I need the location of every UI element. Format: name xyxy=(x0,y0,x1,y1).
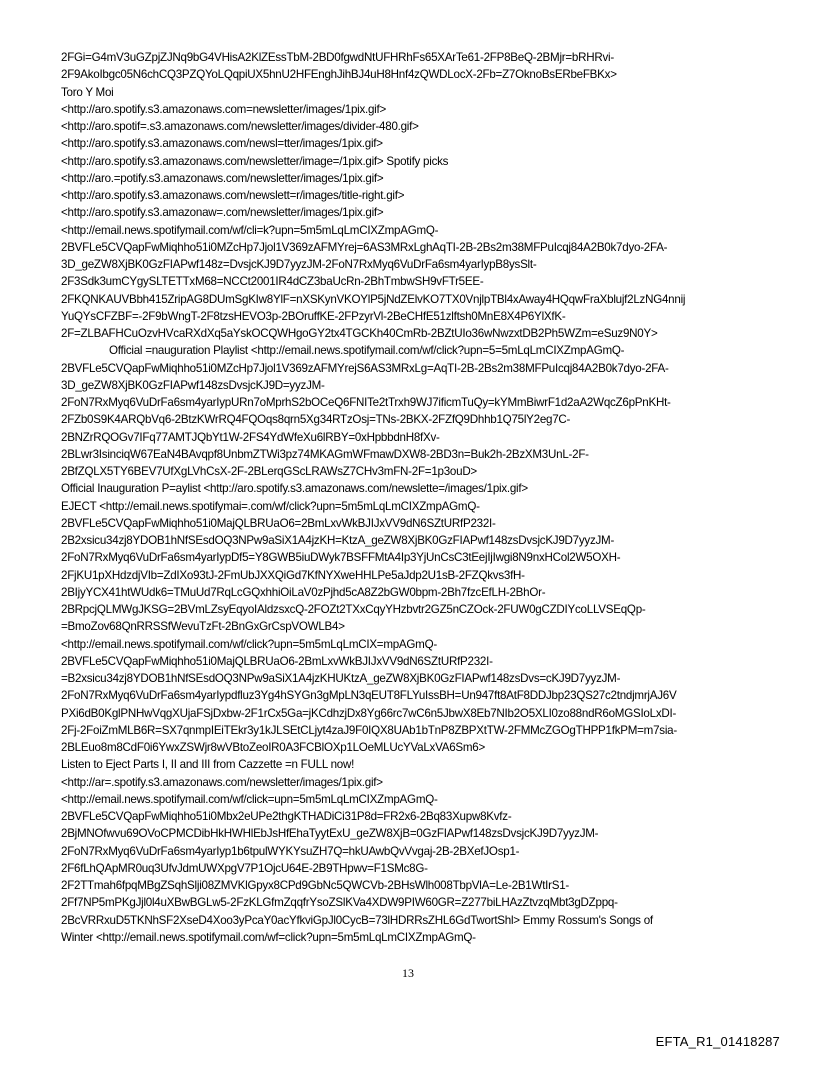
text-line: 2Fj-2FoiZmMLB6R=SX7qnmpIEiTEkr3y1kJLSEtCLjyt4zaJ9F0IQX8UAb1bTnP8ZBPXtTW-2FMMcZGOgTHPP1fkPM=m7sia- xyxy=(61,723,677,737)
text-line: <http://ar=.spotify.s3.amazonaws.com/newsletter/images/1pix.gif> xyxy=(61,775,383,789)
text-line: 3D_geZW8XjBK0GzFIAPwf148zsDvsjcKJ9D=yyzJM- xyxy=(61,378,325,392)
bates-number: EFTA_R1_01418287 xyxy=(655,1034,780,1049)
text-line: Winter <http://email.news.spotifymail.com/wf=click?upn=5m5mLqLmCIXZmpAGmQ- xyxy=(61,930,476,944)
text-line: 2BVFLe5CVQapFwMiqhho51i0Mbx2eUPe2thgKTHADiCi31P8d=FR2x6-2Bq83Xupw8Kvfz- xyxy=(61,810,512,823)
text-line: PXi6dB0KglPNHwVqgXUjaFSjDxbw-2F1rCx5Ga=jKCdhzjDx8Yg66rc7wC6n5JbwX8Eb7NIb2O5XLI0zo88ndR6oMGSIoLxDI- xyxy=(61,706,677,720)
text-line: 2BjMNOfwvu69OVoCPMCDibHkHWHlEbJsHfEhaTyytExU_geZW8XjB=0GzFIAPwf148zsDvsjcKJ9D7yyzJM- xyxy=(61,827,599,841)
email-body-text xyxy=(61,49,766,946)
text-line: 2FKQNKAUVBbh415ZripAG8DUmSgKIw8YlF=nXSKynVKOYlP5jNdZElvKO7TX0VnjlpTBl4xAway4HQqwFraXblujf2LzNG4nnij xyxy=(61,292,686,306)
text-line: 2BNZrRQOGv7IFq77AMTJQbYt1W-2FS4YdWfeXu6lRBY=0xHpbbdnH8fXv- xyxy=(61,430,440,444)
text-line: 2BfZQLX5TY6BEV7UfXgLVhCsX-2F-2BLerqGScLRAWsZ7CHv3mFN-2F=1p3ouD> xyxy=(61,465,477,478)
text-line: <http://aro.spotify.s3.amazonaw=.com/newsletter/images/1pix.gif> xyxy=(61,206,384,220)
text-line: 2FjKU1pXHdzdjVIb=ZdIXo93tJ-2FmUbJXXQiGd7KfNYXweHHLPe5aJdp2U1sB-2FZQkvs3fH- xyxy=(61,568,525,582)
page-number: 13 xyxy=(402,966,414,980)
text-line: Listen to Eject Parts I, II and III from Cazzette =n FULL now! xyxy=(61,758,355,772)
text-line: <http://aro.spotif=.s3.amazonaws.com/newsletter/images/divider-480.gif> xyxy=(61,120,419,133)
text-line: 2BVFLe5CVQapFwMiqhho51i0MajQLBRUaO6-2BmLxvWkBJIJxVV9dN6SZtURfP232I- xyxy=(61,654,493,668)
text-line: 2FGi=G4mV3uGZpjZJNq9bG4VHisA2KlZEssTbM-2BD0fgwdNtUFHRhFs65XArTe61-2FP8BeQ-2BMjr=bRHRvi- xyxy=(61,51,614,64)
text-line: 2F2TTmah6fpqMBgZSqhSlji08ZMVKlGpyx8CPd9GbNc5QWCVb-2BHsWlh008TbpVlA=Le-2B1WtIrS1- xyxy=(61,879,570,892)
text-line: 2F9AkoIbgc05N6chCQ3PZQYoLQqpiUX5hnU2HFEnghJihBJ4uH8Hnf4zQWDLocX-2Fb=Z7OknoBsERbeFBKx> xyxy=(61,68,617,82)
text-line: 3D_geZW8XjBK0GzFIAPwf148z=DvsjcKJ9D7yyzJM-2FoN7RxMyq6VuDrFa6sm4yarIypB8ysSlt- xyxy=(61,258,537,271)
text-line: 2FoN7RxMyq6VuDrFa6sm4yarIyp1b6tpulWYKYsuZH7Q=hkUAwbQvVvgaj-2B-2BXefJOsp1- xyxy=(61,844,520,858)
text-line: =BmoZov68QnRRSSfWevuTzFt-2BnGxGrCspVOWLB4> xyxy=(61,620,345,634)
text-line: 2F3Sdk3umCYgySLTETTxM68=NCCt2001IR4dCZ3baUcRn-2BhTmbwSH9vFTr5EE- xyxy=(61,275,484,289)
text-line: 2BLEuo8m8CdF0i6YwxZSWjr8wVBtoZeoIR0A3FCBlOXp1LOeMLUcYVaLxVA6Sm6> xyxy=(61,741,485,754)
text-line: 2FoN7RxMyq6VuDrFa6sm4yarIypDf5=Y8GWB5iuDWyk7BSFFMtA4Ip3YjUnCsC3tEejIjIwgi8N9nxHCol2W5OXH- xyxy=(61,551,621,565)
text-line: 2F6fLhQApMR0uq3UfvJdmUWXpgV7P1OjcU64E-2B9THpwv=F1SMc8G- xyxy=(61,861,428,875)
text-line: 2FoN7RxMyq6VuDrFa6sm4yarIypdfluz3Yg4hSYGn3gMpLN3qEUT8FLYuIssBH=Un947ft8AtF8DDJbp23QS27c2tndjmrjAJ6V xyxy=(61,689,677,703)
text-line: 2BIjyYCX41htWUdk6=TMuUd7RqLcGQxhhiOiLaV0zPjhd5cA8Z2bGW0bpm-2Bh7fzcEfLH-2BhOr- xyxy=(61,585,546,599)
text-line: YuQYsCFZBF=-2F9bWngT-2F8tzsHEVO3p-2BOruffKE-2FPzyrVl-2BeCHfE51zlftsh0MnE8X4P6YlXfK- xyxy=(61,309,566,323)
text-line: Toro Y Moi xyxy=(61,85,114,99)
text-line: <http://aro.spotify.s3.amazonaws.com=newsletter/images/1pix.gif> xyxy=(61,102,387,116)
text-line: 2F=ZLBAFHCuOzvHVcaRXdXq5aYskOCQWHgoGY2tx4TGCKh40CmRb-2BZtUIo36wNwzxtDB2Ph5WZm=eSuz9N0Y> xyxy=(61,327,658,340)
text-line: Official =nauguration Playlist <http://email.news.spotifymail.com/wf/click?upn=5=5mLqLmCIXZmpAGmQ- xyxy=(109,344,625,358)
text-line: <http://email.news.spotifymail.com/wf/click?upn=5m5mLqLmCIX=mpAGmQ- xyxy=(61,637,437,651)
text-line: 2BVFLe5CVQapFwMiqhho51i0MajQLBRUaO6=2BmLxvWkBJIJxVV9dN6SZtURfP232I- xyxy=(61,516,496,530)
text-line: Official Inauguration P=aylist <http://aro.spotify.s3.amazonaws.com/newslette=/images/1pix.gif> xyxy=(61,482,528,496)
text-line: <http://aro.spotify.s3.amazonaws.com/newslett=r/images/title-right.gif> xyxy=(61,189,405,202)
text-line: 2BcVRRxuD5TKNhSF2XseD4Xoo3yPcaY0acYfkviGpJl0CycB=73lHDRRsZHL6GdTwortShl> Emmy Rossum's Songs of xyxy=(61,913,653,927)
text-line: <http://aro.spotify.s3.amazonaws.com/newsletter/image=/1pix.gif> Spotify picks xyxy=(61,154,449,168)
text-line: <http://email.news.spotifymail.com/wf/cli=k?upn=5m5mLqLmCIXZmpAGmQ- xyxy=(61,223,439,237)
text-line: 2BVFLe5CVQapFwMiqhho51i0MZcHp7Jjol1V369zAFMYrej=6AS3MRxLghAqTI-2B-2Bs2m38MFPuIcqj84A2B0k7dyo-2FA- xyxy=(61,240,668,254)
text-line: 2B2xsicu34zj8YDOB1hNfSEsdOQ3NPw9aSiX1A4jzKH=KtzA_geZW8XjBK0GzFIAPwf148zsDvsjcKJ9D7yyzJM- xyxy=(61,534,615,547)
text-line: 2BLwr3IsinciqW67EaN4BAvqpf8UnbmZTWi3pz74MKAGmWFmawDXW8-2BD3n=Buk2h-2BzXM3UnL-2F- xyxy=(61,447,589,461)
text-line: EJECT <http://email.news.spotifymai=.com/wf/click?upn=5m5mLqLmCIXZmpAGmQ- xyxy=(61,499,480,513)
text-line: 2Ff7NP5mPKgJjl0l4uXBwBGLw5-2FzKLGfmZqqfrYsoZSlKVa4XDW9PIW60GR=Z277biLHAzZtvzqMbt3gDZppq- xyxy=(61,896,618,910)
text-line: 2FoN7RxMyq6VuDrFa6sm4yarIypURn7oMprhS2bOCeQ6FNITe2tTrxh9WJ7ificmTuQy=kYMmBiwrF1d2aA2WqcZ6pPnKHt- xyxy=(61,396,671,409)
text-line: <http://email.news.spotifymail.com/wf/click=upn=5m5mLqLmCIXZmpAGmQ- xyxy=(61,792,438,806)
text-line: 2BRpcjQLMWgJKSG=2BVmLZsyEqyoIAldzsxcQ-2FOZt2TXxCqyYHzbvtr2GZ5nCZOck-2FUW0gCZDIYcoLLVSEqQp- xyxy=(61,603,646,616)
text-line: <http://aro.=potify.s3.amazonaws.com/newsletter/images/1pix.gif> xyxy=(61,171,384,185)
text-line: 2BVFLe5CVQapFwMiqhho51i0MZcHp7Jjol1V369zAFMYrejS6AS3MRxLg=AqTI-2B-2Bs2m38MFPuIcqj84A2B0k7dyo-2FA- xyxy=(61,361,669,375)
text-line: =B2xsicu34zj8YDOB1hNfSEsdOQ3NPw9aSiX1A4jzKHUKtzA_geZW8XjBK0GzFIAPwf148zsDvs=cKJ9D7yyzJM- xyxy=(61,672,621,685)
text-line: 2FZb0S9K4ARQbVq6-2BtzKWrRQ4FQOqs8qrn5Xg34RTzOsj=TNs-2BKX-2FZfQ9Dhhb1Q75lY2eg7C- xyxy=(61,413,571,427)
text-line: <http://aro.spotify.s3.amazonaws.com/newsl=tter/images/1pix.gif> xyxy=(61,137,383,151)
